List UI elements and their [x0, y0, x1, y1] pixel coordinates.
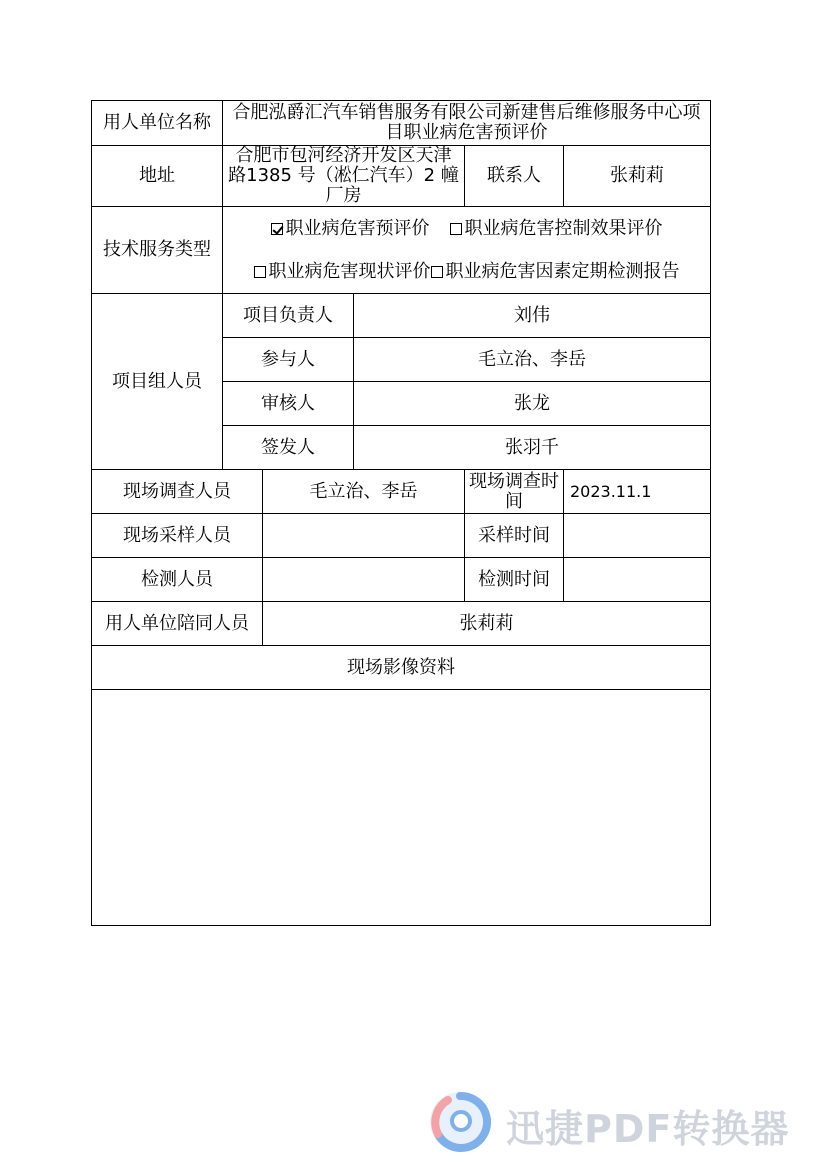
service-option-pre-assessment[interactable]: 职业病危害预评价: [271, 207, 430, 250]
team-role: 审核人: [223, 382, 354, 426]
escort-value: 张莉莉: [263, 602, 711, 646]
sampling-time-value: [564, 514, 711, 558]
team-role: 参与人: [223, 338, 354, 382]
photos-area: [92, 690, 711, 926]
team-member: 张羽千: [354, 426, 711, 470]
survey-staff-label: 现场调查人员: [92, 470, 263, 514]
survey-time-value: 2023.11.1: [564, 470, 711, 514]
contact-label: 联系人: [465, 146, 564, 207]
survey-time-label: 现场调查时间: [465, 470, 564, 514]
address-label: 地址: [92, 146, 223, 207]
employer-row: [92, 101, 711, 146]
converter-logo-icon: [428, 1090, 492, 1154]
testing-time-label: 检测时间: [465, 558, 564, 602]
watermark-text: 迅捷PDF转换器: [506, 1107, 790, 1151]
survey-row: [92, 470, 711, 514]
testing-row: [92, 558, 711, 602]
checkbox-icon[interactable]: [450, 223, 462, 235]
testing-time-value: [564, 558, 711, 602]
sampling-staff-value: [263, 514, 465, 558]
service-option-control-effect[interactable]: 职业病危害控制效果评价: [450, 207, 663, 250]
team-role: 项目负责人: [223, 294, 354, 338]
sampling-time-label: 采样时间: [465, 514, 564, 558]
team-member: 毛立治、李岳: [354, 338, 711, 382]
service-option-periodic-testing[interactable]: 职业病危害因素定期检测报告: [431, 250, 680, 293]
team-role: 签发人: [223, 426, 354, 470]
team-row: [92, 294, 711, 338]
survey-staff-value: 毛立治、李岳: [263, 470, 465, 514]
checkbox-icon[interactable]: [431, 266, 443, 278]
checkbox-icon[interactable]: [254, 266, 266, 278]
address-row: [92, 146, 711, 207]
address-value: 合肥市包河经济开发区天津路1385 号（凇仁汽车）2 幢厂房: [223, 146, 465, 207]
service-option-status-assessment[interactable]: 职业病危害现状评价: [254, 250, 431, 293]
service-type-row: [92, 207, 711, 294]
photos-header-row: [92, 646, 711, 690]
team-member: 张龙: [354, 382, 711, 426]
sampling-staff-label: 现场采样人员: [92, 514, 263, 558]
service-type-options: [223, 207, 711, 294]
photos-label: 现场影像资料: [92, 646, 711, 690]
project-info-form: [91, 100, 711, 926]
employer-value: 合肥泓爵汇汽车销售服务有限公司新建售后维修服务中心项目职业病危害预评价: [223, 101, 711, 146]
escort-label: 用人单位陪同人员: [92, 602, 263, 646]
employer-label: 用人单位名称: [92, 101, 223, 146]
contact-value: 张莉莉: [564, 146, 711, 207]
escort-row: [92, 602, 711, 646]
testing-staff-label: 检测人员: [92, 558, 263, 602]
team-member: 刘伟: [354, 294, 711, 338]
watermark: [428, 1090, 808, 1154]
checked-checkbox-icon[interactable]: [271, 223, 283, 235]
sampling-row: [92, 514, 711, 558]
service-type-label: 技术服务类型: [92, 207, 223, 294]
team-label: 项目组人员: [92, 294, 223, 470]
testing-staff-value: [263, 558, 465, 602]
photos-area-row: [92, 690, 711, 926]
